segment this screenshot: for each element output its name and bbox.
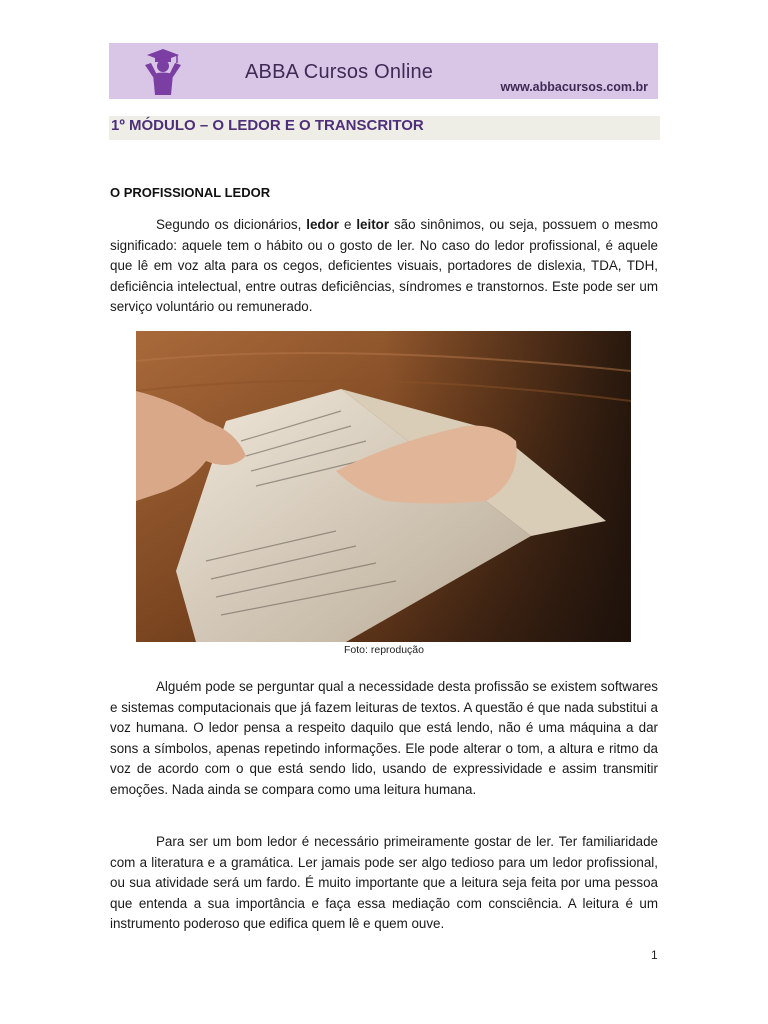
module-title: 1º MÓDULO – O LEDOR E O TRANSCRITOR	[111, 117, 424, 134]
paragraph-good-reader	[110, 832, 658, 935]
brand-title: ABBA Cursos Online	[245, 61, 434, 83]
reading-book-photo	[136, 331, 631, 642]
graduate-person-icon	[141, 47, 185, 97]
paragraph-intro	[110, 215, 658, 318]
photo-caption: Foto: reprodução	[344, 644, 424, 656]
text-run: e	[339, 217, 357, 232]
page-number: 1	[651, 948, 658, 962]
text-run: Alguém pode se perguntar qual a necessidade desta profissão se existem softwares e sistemas computacionais que já fazem leituras de textos. A questão é que nada substitui a voz humana. O ledor pensa a respeito daquilo que está lendo, não é uma máquina a dar sons a símbolos, apenas repetindo informações. Ele pode alterar o tom, a altura e ritmo da voz de acordo com o que está sendo lido, usando de expressividade e assim transmitir emoções. Nada ainda se compara como uma leitura humana.	[110, 679, 658, 797]
bold-term-leitor: leitor	[356, 217, 390, 232]
module-heading	[109, 116, 660, 140]
section-title: O PROFISSIONAL LEDOR	[110, 185, 271, 200]
header-banner	[109, 43, 658, 99]
site-url: www.abbacursos.com.br	[500, 80, 648, 94]
bold-term-ledor: ledor	[306, 217, 340, 232]
paragraph-necessity	[110, 677, 658, 801]
text-run: são sinônimos, ou seja, possuem o mesmo significado: aquele tem o hábito ou o gosto de ler. No caso do ledor profissional, é aquele que lê em voz alta para os cegos, deficientes visuais, portadores de dislexia, TDA, TDH, deficiência intelectual, entre outras deficiências, síndromes e transtornos. Este pode ser um serviço voluntário ou remunerado.	[110, 217, 658, 315]
text-run: Segundo os dicionários,	[156, 217, 307, 232]
text-run: Para ser um bom ledor é necessário primeiramente gostar de ler. Ter familiaridade com a literatura e a gramática. Ler jamais pode ser algo tedioso para um ledor profissional, ou sua atividade será um fardo. É muito importante que a leitura seja feita por uma pessoa que entenda a sua importância e faça essa mediação com consciência. A leitura é um instrumento poderoso que edifica quem lê e quem ouve.	[110, 834, 658, 932]
